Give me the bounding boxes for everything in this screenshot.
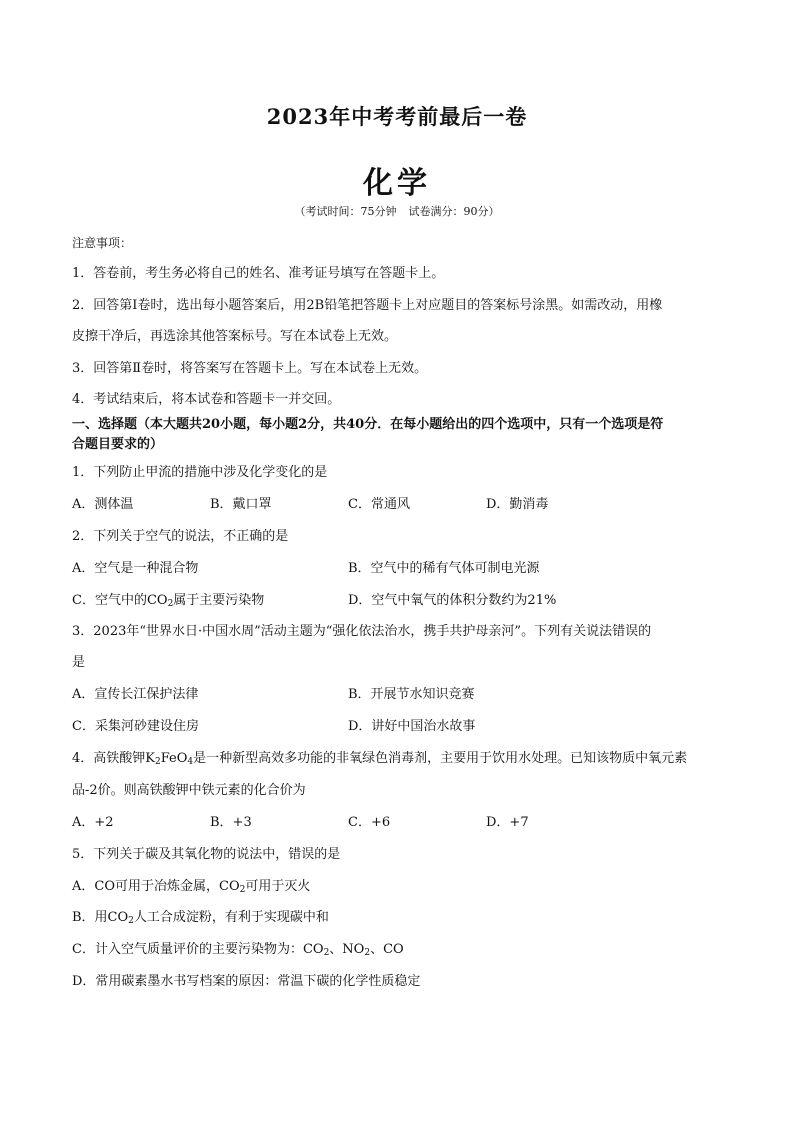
page-title: 2023年中考考前最后一卷 — [266, 104, 528, 129]
notice-item-4: 4．考试结束后，将本试卷和答题卡一并交回。 — [72, 392, 341, 407]
notice-heading: 注意事项： — [72, 236, 133, 250]
q2-option-a: A．空气是一种混合物 — [72, 561, 199, 576]
q4-option-a: A．+2 — [72, 815, 114, 830]
q3-stem: 3．2023年“世界水日·中国水周”活动主题为“强化依法治水，携手共护母亲河”。下列有关说法错误的 — [72, 624, 652, 639]
q5-option-d: D．常用碳素墨水书写档案的原因：常温下碳的化学性质稳定 — [72, 974, 421, 989]
q3-option-d: D．讲好中国治水故事 — [348, 719, 476, 734]
q4-stem-cont: 品-2价。则高铁酸钾中铁元素的化合价为 — [72, 783, 306, 798]
q3-stem-cont: 是 — [72, 655, 86, 670]
q4-option-d: D．+7 — [486, 815, 529, 830]
q5-option-b: B．用$CO_2$人工合成淀粉，有利于实现碳中和 — [72, 910, 329, 926]
q3-option-a: A．宣传长江保护法律 — [72, 687, 199, 702]
q4-option-b: B．+3 — [210, 815, 252, 830]
q2-stem: 2．下列关于空气的说法，不正确的是 — [72, 529, 289, 544]
subject-title: 化学 — [363, 166, 431, 201]
q3-option-c: C．采集河砂建设住房 — [72, 719, 199, 734]
q1-option-a: A．测体温 — [72, 497, 134, 512]
section-heading: 一、选择题（本大题共20小题，每小题2分，共40分．在每小题给出的四个选项中，只有一个选项是符 — [72, 417, 664, 432]
q5-option-c: C．计入空气质量评价的主要污染物为：$CO_2$、$NO_2$、CO — [72, 942, 404, 958]
section-heading-cont: 合题目要求的） — [72, 437, 164, 452]
q3-option-b: B．开展节水知识竞赛 — [348, 687, 475, 702]
q2-option-b: B．空气中的稀有气体可制电光源 — [348, 561, 540, 576]
exam-time: （考试时间：75分钟 — [294, 205, 397, 218]
exam-info — [0, 203, 794, 219]
q4-option-c: C．+6 — [348, 815, 391, 830]
q5-option-a: A．CO可用于冶炼金属，$CO_2$可用于灭火 — [72, 879, 311, 895]
q2-option-c: C．空气中的$CO_2$属于主要污染物 — [72, 593, 265, 609]
notice-item-1: 1．答卷前，考生务必将自己的姓名、准考证号填写在答题卡上。 — [72, 266, 445, 281]
q1-option-b: B．戴口罩 — [210, 497, 272, 512]
exam-score: 试卷满分：90分） — [408, 205, 500, 218]
q1-stem: 1．下列防止甲流的措施中涉及化学变化的是 — [72, 465, 328, 480]
q1-option-c: C．常通风 — [348, 497, 410, 512]
q4-stem: 4．高铁酸钾$K_2FeO_4$是一种新型高效多功能的非氧绿色消毒剂，主要用于饮用水处理。已知该物质中氧元素 — [72, 751, 688, 767]
q2-option-d: D．空气中氧气的体积分数约为21% — [348, 593, 557, 608]
notice-item-2: 2．回答第Ⅰ卷时，选出每小题答案后，用2B铅笔把答题卡上对应题目的答案标号涂黑。如需改动，用橡 — [72, 298, 663, 313]
q5-stem: 5．下列关于碳及其氧化物的说法中，错误的是 — [72, 847, 341, 862]
notice-item-2-cont: 皮擦干净后，再选涂其他答案标号。写在本试卷上无效。 — [72, 329, 398, 344]
q1-option-d: D．勤消毒 — [486, 497, 549, 512]
notice-item-3: 3．回答第Ⅱ卷时，将答案写在答题卡上。写在本试卷上无效。 — [72, 361, 428, 376]
